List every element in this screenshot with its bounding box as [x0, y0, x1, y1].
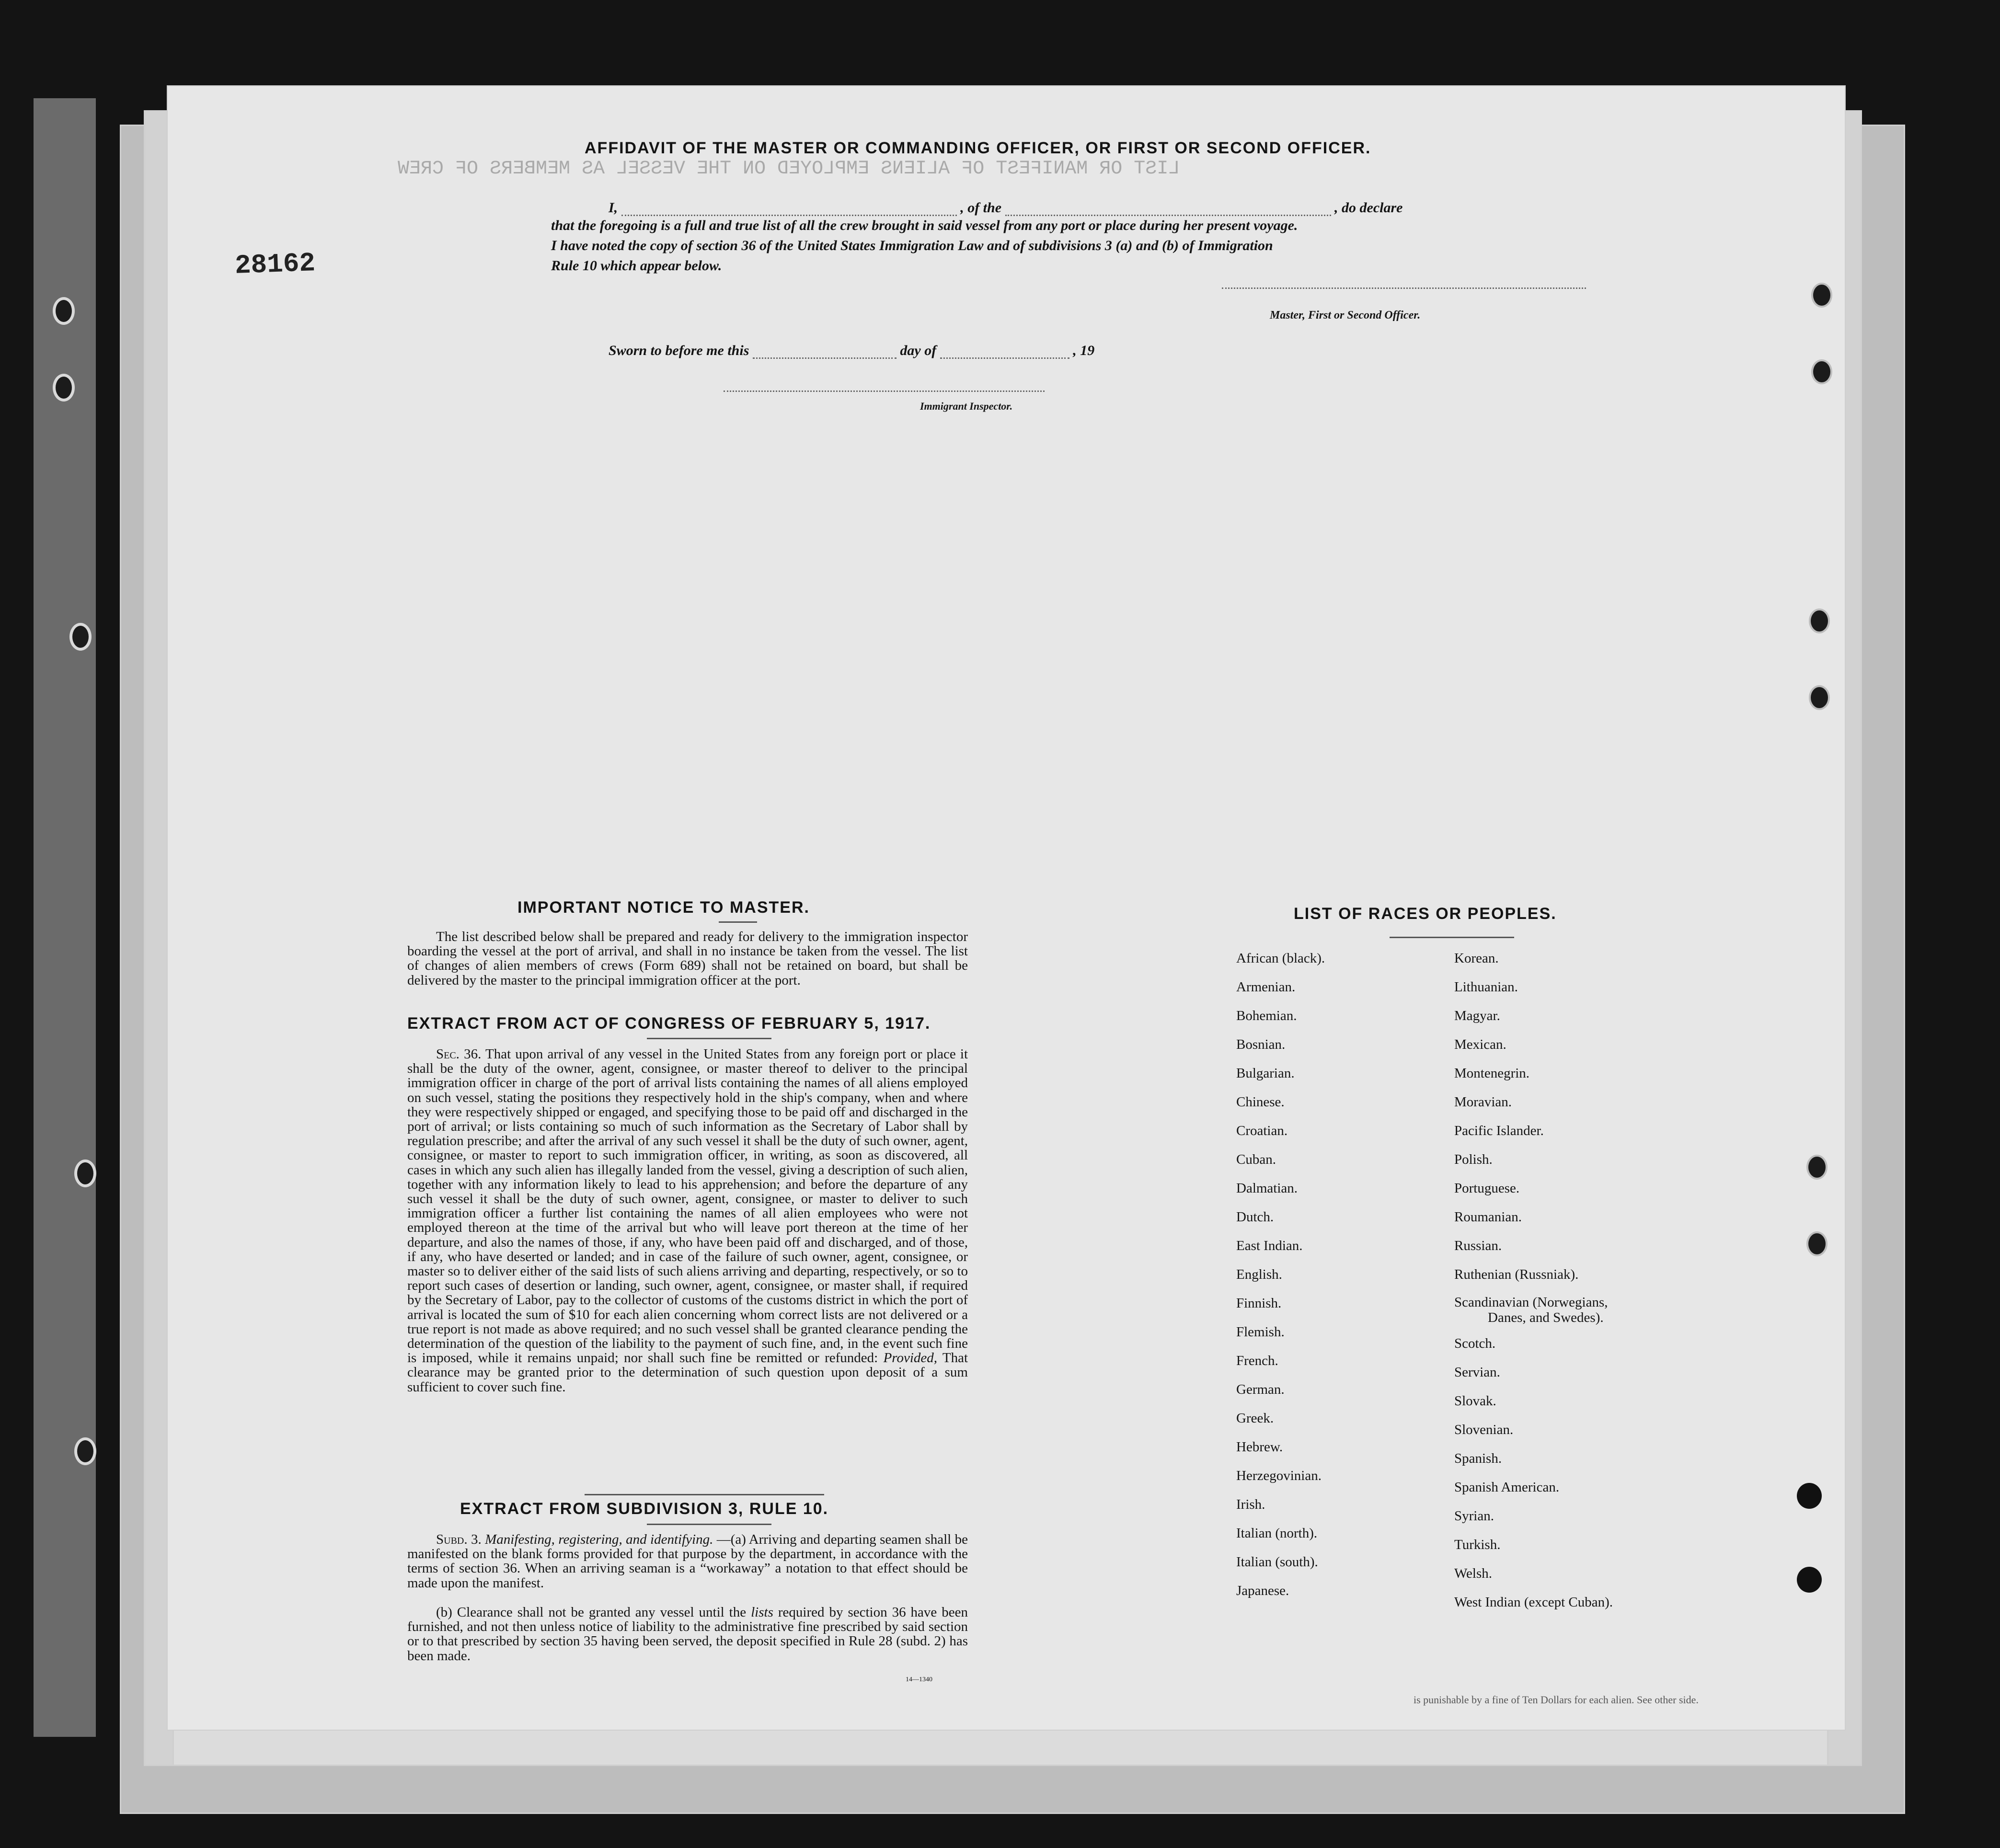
race-item: Finnish.	[1236, 1296, 1282, 1311]
race-item: Dutch.	[1236, 1209, 1274, 1225]
race-item: Flemish.	[1236, 1324, 1285, 1340]
affidavit-line-2: that the foregoing is a full and true list of all the crew brought in said vessel from any port or place during her present voyage.	[551, 218, 1298, 233]
race-item: Cuban.	[1236, 1152, 1276, 1167]
race-item: Spanish.	[1454, 1451, 1502, 1466]
binder-hole-icon	[1811, 283, 1832, 308]
sec-label: Sec. 36.	[436, 1046, 482, 1062]
stamp-number: 28162	[234, 248, 316, 281]
race-item: French.	[1236, 1353, 1278, 1368]
notice-title: IMPORTANT NOTICE TO MASTER.	[517, 898, 810, 917]
race-item: Hebrew.	[1236, 1439, 1283, 1455]
binder-hole-icon	[1809, 685, 1830, 710]
race-item: East Indian.	[1236, 1238, 1303, 1253]
race-item: Polish.	[1454, 1152, 1493, 1167]
race-item: Roumanian.	[1454, 1209, 1522, 1225]
sworn-day-of: day of	[900, 343, 937, 358]
race-item: German.	[1236, 1382, 1285, 1397]
race-item: Croatian.	[1236, 1123, 1288, 1138]
binder-hole-icon	[1806, 1231, 1828, 1256]
rule-top-rule	[585, 1494, 824, 1495]
affidavit-line-1	[609, 197, 1402, 216]
binder-hole-icon	[1809, 608, 1830, 633]
race-item: Lithuanian.	[1454, 979, 1518, 995]
signature-label: Master, First or Second Officer.	[1270, 309, 1421, 321]
race-item: Japanese.	[1236, 1583, 1289, 1598]
races-left-column	[1236, 944, 1325, 1605]
race-item: Slovenian.	[1454, 1422, 1514, 1437]
binder-hole-icon	[69, 623, 92, 651]
bleed-through-footer: is punishable by a fine of Ten Dollars for each alien. See other side.	[1414, 1694, 1699, 1706]
race-item: Ruthenian (Russniak).	[1454, 1267, 1579, 1282]
race-item: English.	[1236, 1267, 1282, 1282]
sworn-day-blank	[753, 340, 897, 359]
sworn-month-blank	[940, 340, 1069, 359]
affidavit-of-the: , of the	[960, 200, 1002, 216]
race-item: African (black).	[1236, 951, 1325, 966]
race-item: Korean.	[1454, 951, 1499, 966]
race-item: Montenegrin.	[1454, 1066, 1530, 1081]
binder-band	[34, 98, 96, 1737]
signature-line	[1222, 287, 1586, 289]
sworn-line	[609, 340, 1094, 359]
subd-para-b-lists: lists	[751, 1605, 773, 1620]
race-item: Mexican.	[1454, 1037, 1506, 1052]
notice-body: The list described below shall be prepared and ready for delivery to the immigration inspector boarding the vessel at the port of arrival, and shall in no instance be taken from the vessel. The list of changes of alien members of crews (Form 689) shall not be retained on board, but shall be delivered by the master to the principal immigration officer at the port.	[407, 929, 968, 988]
binder-hole-icon	[53, 374, 75, 402]
vessel-blank	[1005, 197, 1331, 216]
race-item: Bulgarian.	[1236, 1066, 1295, 1081]
binder-hole-icon	[1797, 1567, 1822, 1593]
affidavit-line-4: Rule 10 which appear below.	[551, 258, 722, 274]
name-blank	[621, 197, 957, 216]
race-item: Scandinavian (Norwegians,	[1454, 1295, 1608, 1310]
sec-36-text-end: That clearance may be granted prior to the determination of such question upon deposit of a sum sufficient to cover such fine.	[407, 1350, 968, 1395]
race-item: Servian.	[1454, 1365, 1500, 1380]
affidavit-line-3: I have noted the copy of section 36 of the United States Immigration Law and of subdivisions 3 (a) and (b) of Immigration	[551, 238, 1273, 253]
binder-hole-icon	[53, 297, 75, 325]
rule-bottom-rule	[647, 1524, 771, 1525]
binder-hole-icon	[74, 1437, 96, 1465]
race-item: Magyar.	[1454, 1008, 1500, 1023]
sec-36-text: That upon arrival of any vessel in the United States from any foreign port or place it shall be the duty of the owner, agent, consignee, or master thereof to deliver to the principal immigration officer in charge of the port of arrival lists containing the names of all aliens employed on such vessel, stating the positions they respectively hold in the ship's company, when and where they were respectively shipped or engaged, and specifying those to be paid off and discharged in the port of arrival; or lists containing so much of such information as the Secretary of Labor shall by regulation prescribe; and after the arrival of any such vessel it shall be the duty of such owner, agent, consignee, or master to report to such immigration officer, in writing, as soon as discovered, all cases in which any such alien has illegally landed from the vessel, giving a description of such alien, together with any information likely to lead to his apprehension; and before the departure of any such vessel it shall be the duty of such owner, agent, consignee, or master to deliver to such immigration officer a further list containing the names of all alien employees who were not employed thereon at the time of the arrival but who will leave port thereon at the time of her departure, and also the names of those, if any, who have been paid off and discharged, and of those, if any, who have deserted or landed; and in case of the failure of such owner, agent, consignee, or master so to deliver either of the said lists of such aliens arriving and departing, respectively, or so to report such cases of desertion or landing, such owner, agent, consignee, or master shall, if required by the Secretary of Labor, pay to the collector of customs of the customs district in which the port of arrival is located the sum of $10 for each alien concerning whom correct lists are not delivered or a true report is not made as above required; and no such vessel shall be granted clearance pending the determination of the question of the liability to the payment of such fine, and, in the event such fine is imposed, while it remains unpaid; nor shall such fine be remitted or refunded:	[407, 1046, 968, 1366]
race-item: West Indian (except Cuban).	[1454, 1595, 1613, 1610]
race-item: Irish.	[1236, 1497, 1265, 1512]
race-item: Russian.	[1454, 1238, 1502, 1253]
sworn-prefix: Sworn to before me this	[609, 343, 749, 358]
affidavit-declare: , do declare	[1334, 200, 1403, 216]
subd-label: Subd. 3.	[436, 1532, 482, 1547]
race-item: Bohemian.	[1236, 1008, 1297, 1023]
extract-rule-para-a	[407, 1532, 968, 1590]
race-item: Welsh.	[1454, 1566, 1493, 1581]
race-item: Turkish.	[1454, 1537, 1501, 1552]
race-item: Greek.	[1236, 1411, 1274, 1426]
race-item: Moravian.	[1454, 1094, 1512, 1110]
subd-para-b-start: (b) Clearance shall not be granted any vessel until the	[436, 1605, 747, 1620]
race-item: Chinese.	[1236, 1094, 1285, 1110]
extract-act-title: EXTRACT FROM ACT OF CONGRESS OF FEBRUARY 5, 1917.	[407, 1014, 931, 1033]
race-item: Slovak.	[1454, 1393, 1496, 1409]
subd-heading: Manifesting, registering, and identifying.	[485, 1532, 713, 1547]
binder-hole-icon	[74, 1159, 96, 1187]
races-title-rule	[1390, 937, 1514, 938]
extract-act-rule	[647, 1038, 771, 1039]
sworn-year: , 19	[1073, 343, 1095, 358]
races-title: LIST OF RACES OR PEOPLES.	[1294, 905, 1557, 923]
race-item: Spanish American.	[1454, 1480, 1560, 1495]
race-item: Bosnian.	[1236, 1037, 1286, 1052]
race-item: Dalmatian.	[1236, 1181, 1298, 1196]
binder-hole-icon	[1797, 1483, 1822, 1509]
form-sheet	[168, 86, 1845, 1730]
extract-rule-para-b	[407, 1605, 968, 1663]
binder-hole-icon	[1811, 359, 1832, 384]
form-number: 14—1340	[906, 1676, 932, 1683]
affidavit-i: I,	[609, 200, 618, 216]
binder-hole-icon	[1806, 1155, 1828, 1180]
race-item: Portuguese.	[1454, 1181, 1520, 1196]
race-item: Danes, and Swedes).	[1488, 1310, 1604, 1325]
subd-para-b-end: required by section 36 have been furnished, and not then unless notice of liability to the administrative fine prescribed by said section or to that prescribed by section 35 having been served, the deposit specified in Rule 28 (subd. 2) has been made.	[407, 1605, 968, 1664]
extract-act-body	[407, 1047, 968, 1394]
race-item: Armenian.	[1236, 979, 1296, 995]
races-right-column	[1454, 944, 1613, 1617]
race-item: Scotch.	[1454, 1336, 1496, 1351]
bleed-through-header: LIST OR MANIFEST OF ALIENS EMPLOYED ON THE VESSEL AS MEMBERS OF CREW	[398, 158, 1180, 180]
subd-para-a: —(a) Arriving and departing seamen shall be manifested on the blank forms provided for that purpose by the department, in accordance with the terms of section 36. When an arriving seaman is a “workaway” a notation to that effect should be made upon the manifest.	[407, 1532, 968, 1591]
inspector-label: Immigrant Inspector.	[920, 400, 1013, 412]
race-item: Italian (south).	[1236, 1554, 1318, 1570]
notice-title-rule	[719, 921, 757, 923]
affidavit-title: AFFIDAVIT OF THE MASTER OR COMMANDING OFFICER, OR FIRST OR SECOND OFFICER.	[585, 139, 1371, 157]
race-item: Herzegovinian.	[1236, 1468, 1322, 1483]
inspector-line	[724, 390, 1045, 392]
provided-word: Provided,	[883, 1350, 938, 1366]
race-item: Pacific Islander.	[1454, 1123, 1544, 1138]
race-item: Syrian.	[1454, 1508, 1494, 1524]
extract-rule-title: EXTRACT FROM SUBDIVISION 3, RULE 10.	[460, 1500, 829, 1518]
race-item: Italian (north).	[1236, 1526, 1318, 1541]
